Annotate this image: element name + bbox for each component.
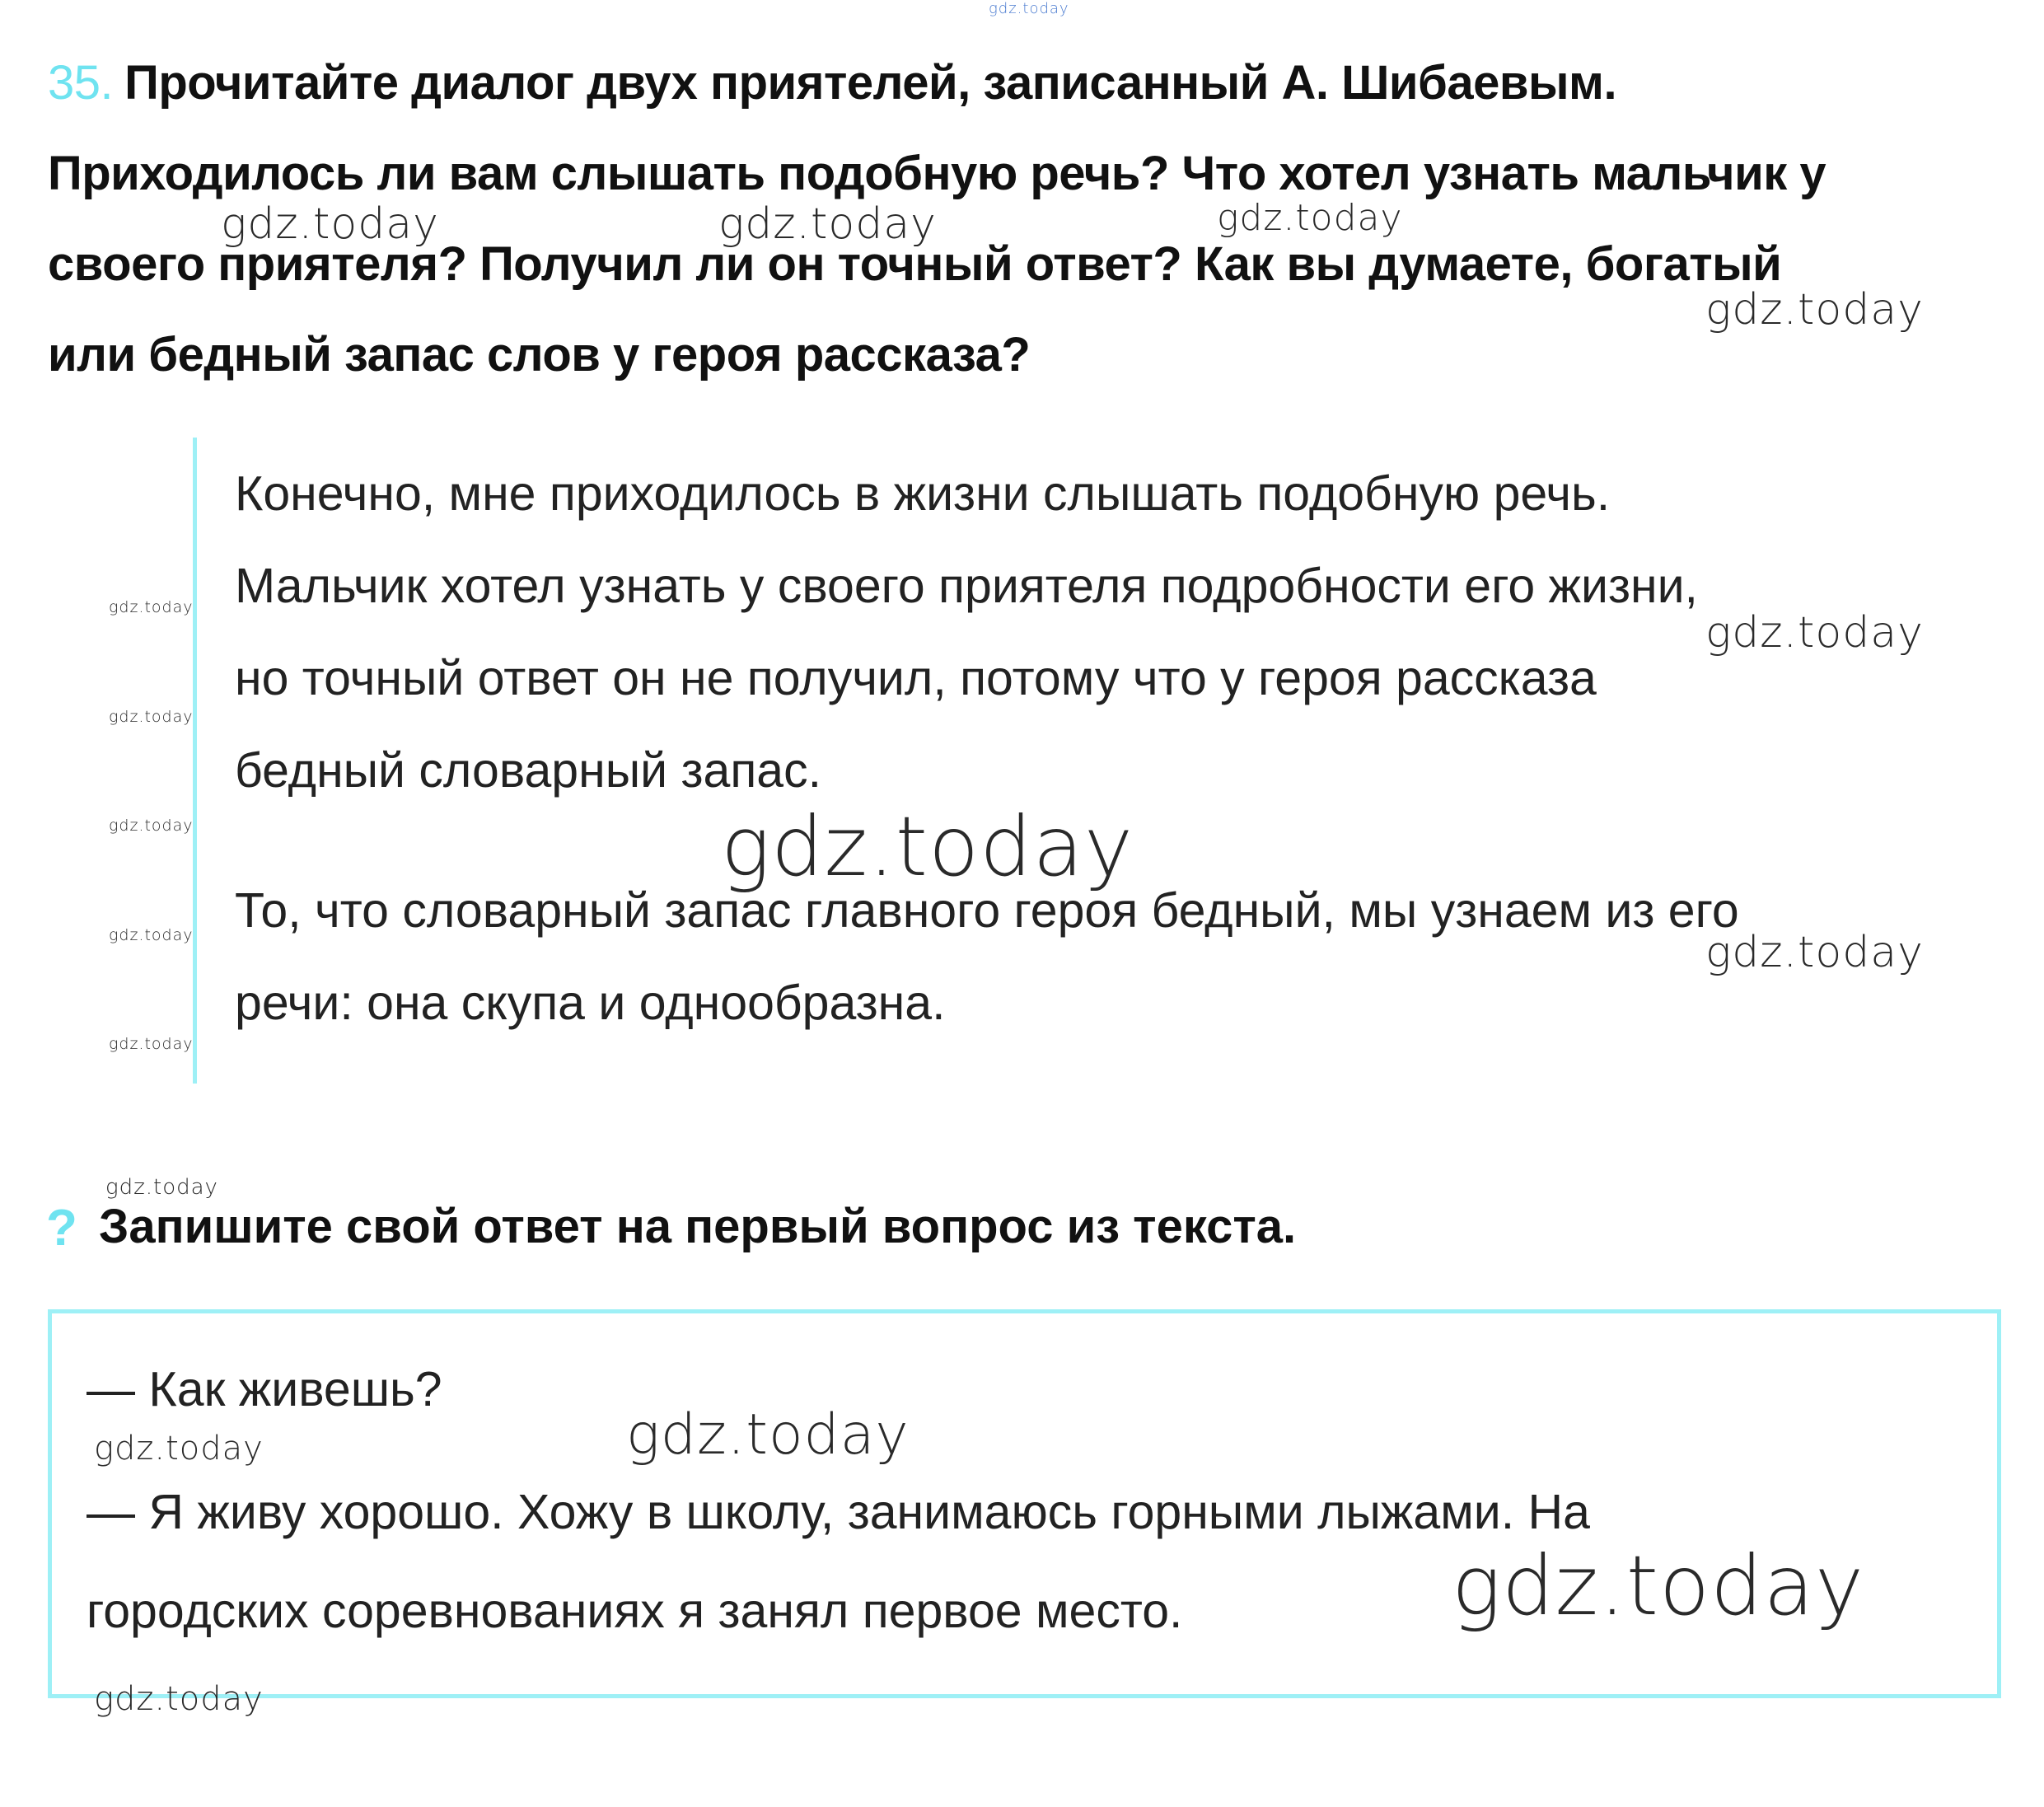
task-heading-line-3: своего приятеля? Получил ли он точный ответ? Как вы думаете, богатый bbox=[48, 237, 1782, 291]
answer-line-1: Конечно, мне приходилось в жизни слышать подобную речь. bbox=[235, 466, 1611, 521]
dialog-line-2: — Я живу хорошо. Хожу в школу, занимаюсь горными лыжами. На bbox=[87, 1485, 1590, 1539]
answer-line-3: но точный ответ он не получил, потому что у героя рассказа bbox=[235, 651, 1597, 705]
task-number: 35. bbox=[48, 56, 114, 110]
watermark: gdz.today bbox=[94, 1430, 264, 1468]
watermark: gdz.today bbox=[1452, 1538, 1865, 1634]
dialog-line-1: — Как живешь? bbox=[87, 1362, 442, 1416]
watermark: gdz.today bbox=[718, 199, 937, 249]
task-heading-line-2: Приходилось ли вам слышать подобную речь? Что хотел узнать мальчик у bbox=[48, 147, 1827, 200]
watermark: gdz.today bbox=[1705, 928, 1924, 977]
watermark: gdz.today bbox=[221, 199, 439, 249]
watermark: gdz.today bbox=[109, 817, 194, 835]
task-heading-line-4: или бедный запас слов у героя рассказа? bbox=[48, 328, 1031, 382]
watermark: gdz.today bbox=[1217, 197, 1403, 239]
watermark: gdz.today bbox=[1705, 285, 1924, 335]
task-heading-line-1 bbox=[48, 56, 1617, 110]
watermark: gdz.today bbox=[109, 926, 194, 944]
watermark: gdz.today bbox=[109, 1035, 194, 1053]
watermark: gdz.today bbox=[105, 1175, 218, 1200]
watermark: gdz.today bbox=[109, 708, 194, 726]
question-mark-icon: ? bbox=[46, 1200, 77, 1257]
watermark: gdz.today bbox=[721, 798, 1134, 895]
answer-line-6: речи: она скупа и однообразна. bbox=[235, 976, 946, 1030]
watermark: gdz.today bbox=[109, 598, 194, 616]
watermark: gdz.today bbox=[94, 1680, 264, 1718]
question-text: Запишите свой ответ на первый вопрос из текста. bbox=[99, 1200, 1297, 1253]
watermark: gdz.today bbox=[989, 0, 1069, 17]
dialog-line-3: городских соревнованиях я занял первое место. bbox=[87, 1584, 1183, 1638]
answer-left-rule bbox=[193, 438, 197, 1084]
watermark: gdz.today bbox=[626, 1402, 910, 1468]
watermark: gdz.today bbox=[1705, 608, 1924, 658]
answer-line-5: То, что словарный запас главного героя бедный, мы узнаем из его bbox=[235, 883, 1739, 938]
task-text-line-1: Прочитайте диалог двух приятелей, записанный А. Шибаевым. bbox=[124, 56, 1617, 110]
answer-line-2: Мальчик хотел узнать у своего приятеля подробности его жизни, bbox=[235, 559, 1698, 613]
answer-line-4: бедный словарный запас. bbox=[235, 743, 821, 798]
